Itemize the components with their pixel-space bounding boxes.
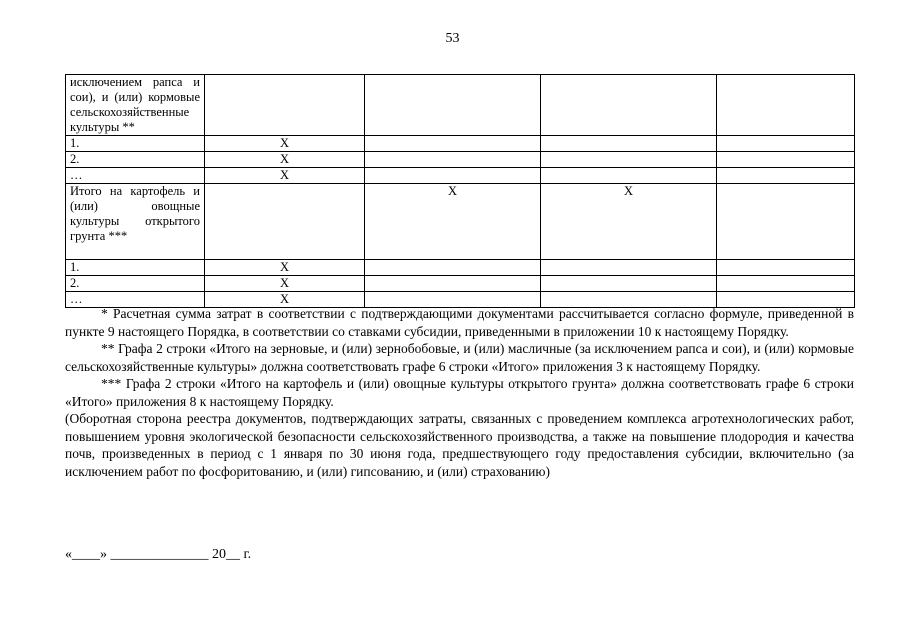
row-number: … xyxy=(66,292,205,308)
footnote-1: * Расчетная сумма затрат в соответствии с подтверждающими документами рассчитывается согласно формуле, приведенной в пункте 9 настоящего Порядка, в соответствии со ставками субсидии, приведенными в приложении 10 к настоящему Порядку. xyxy=(65,306,854,339)
table-row xyxy=(66,184,855,260)
table-row xyxy=(66,168,855,184)
row-number: 2. xyxy=(66,276,205,292)
cross-mark: Х xyxy=(541,184,717,260)
cross-mark: Х xyxy=(365,184,541,260)
row-number: 2. xyxy=(66,152,205,168)
table-cell xyxy=(205,75,365,136)
footnote-3: *** Графа 2 строки «Итого на картофель и (или) овощные культуры открытого грунта» должна соответствовать графе 6 строки «Итого» приложения 8 к настоящему Порядку. xyxy=(65,376,854,409)
row-number: 1. xyxy=(66,260,205,276)
date-line: «____» ______________ 20__ г. xyxy=(65,547,252,562)
table-cell xyxy=(717,75,855,136)
cross-mark: Х xyxy=(205,152,365,168)
page-number: 53 xyxy=(445,31,460,46)
reverse-side-note: (Оборотная сторона реестра документов, подтверждающих затраты, связанных с проведением комплекса агротехнологических работ, повышением уровня экологической безопасности сельскохозяйственного производства, а также на повышение плодородия и качества почв, произведенных в период с 1 января по 30 июня года, предшествующего году предоставления субсидии, включительно (за исключением работ по фосфоритованию, и (или) гипсованию, и (или) страхованию) xyxy=(65,411,854,479)
row-number: … xyxy=(66,168,205,184)
row-number: 1. xyxy=(66,136,205,152)
footnote-2: ** Графа 2 строки «Итого на зерновые, и (или) зернобобовые, и (или) масличные (за исключением рапса и сои), и (или) кормовые сельскохозяйственные культуры» должна соответствовать графе 6 строки «Итого» приложения 3 к настоящему Порядку. xyxy=(65,341,854,374)
row-label-feed-crops: исключением рапса и сои), и (или) кормовые сельскохозяйственные культуры ** xyxy=(66,75,205,136)
table-cell xyxy=(541,75,717,136)
cross-mark: Х xyxy=(205,292,365,308)
table-row xyxy=(66,152,855,168)
table-cell xyxy=(717,184,855,260)
table-row xyxy=(66,136,855,152)
table-row xyxy=(66,75,855,136)
footnotes xyxy=(65,305,854,480)
cross-mark: Х xyxy=(205,168,365,184)
cross-mark: Х xyxy=(205,136,365,152)
table-cell xyxy=(205,184,365,260)
table-row xyxy=(66,260,855,276)
table-cell xyxy=(365,75,541,136)
cross-mark: Х xyxy=(205,260,365,276)
row-label-potato-vegetables-total: Итого на картофель и (или) овощные культуры открытого грунта *** xyxy=(66,184,205,260)
registry-table xyxy=(65,74,855,308)
cross-mark: Х xyxy=(205,276,365,292)
table-row xyxy=(66,276,855,292)
